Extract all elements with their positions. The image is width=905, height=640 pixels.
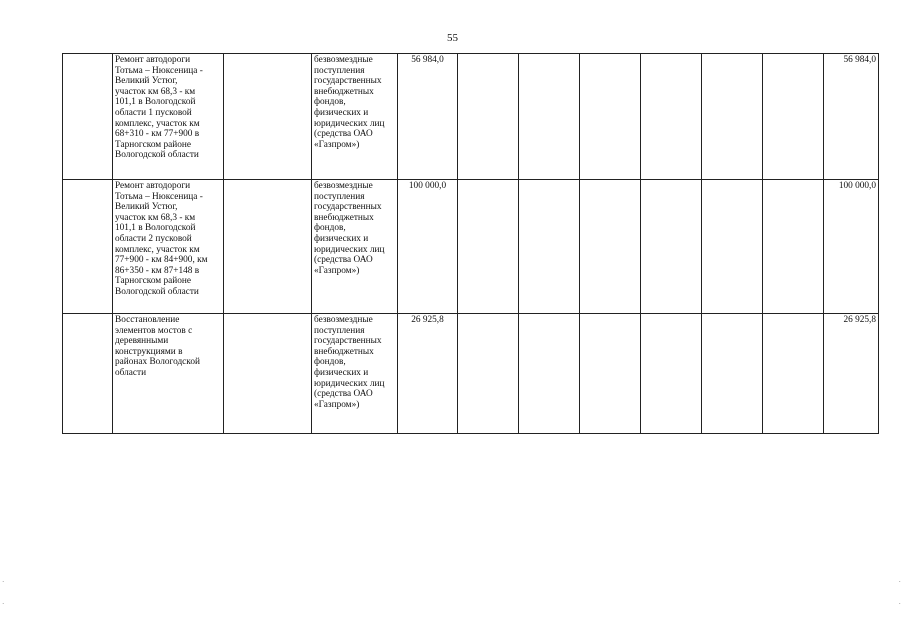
empty-cell — [580, 314, 641, 434]
empty-cell — [519, 54, 580, 180]
table-row — [63, 54, 879, 180]
empty-cell — [641, 54, 702, 180]
total-cell: 26 925,8 — [824, 314, 879, 434]
funding-source-cell: безвозмездные поступления государственных внебюджетных фондов, физических и юридических лиц (средства ОАО «Газпром») — [312, 54, 398, 180]
empty-cell — [702, 314, 763, 434]
empty-cell — [763, 54, 824, 180]
scan-edge-mark: · — [898, 600, 902, 608]
page-number: 55 — [447, 32, 458, 44]
empty-cell — [763, 314, 824, 434]
object-name-cell: Ремонт автодороги Тотьма – Нюксеница - Великий Устюг, участок км 68,3 - км 101,1 в Вологодской области 1 пусковой комплекс, участок км 68+310 - км 77+900 в Тарногском районе Вологодской области — [113, 54, 224, 180]
table-row — [63, 314, 879, 434]
number-cell — [63, 180, 113, 314]
empty-cell — [519, 314, 580, 434]
object-name-cell: Восстановление элементов мостов с деревянными конструкциями в районах Вологодской области — [113, 314, 224, 434]
empty-cell — [458, 314, 519, 434]
empty-cell — [702, 54, 763, 180]
amount-cell: 26 925,8 — [398, 314, 458, 434]
number-cell — [63, 54, 113, 180]
amount-cell: 56 984,0 — [398, 54, 458, 180]
table-row — [63, 180, 879, 314]
empty-cell — [641, 314, 702, 434]
amount-cell: 100 000,0 — [398, 180, 458, 314]
funding-source-cell: безвозмездные поступления государственных внебюджетных фондов, физических и юридических лиц (средства ОАО «Газпром») — [312, 180, 398, 314]
scan-edge-mark: · — [2, 600, 6, 608]
empty-cell — [763, 180, 824, 314]
empty-cell — [224, 54, 312, 180]
budget-table — [62, 53, 879, 434]
empty-cell — [580, 180, 641, 314]
total-cell: 56 984,0 — [824, 54, 879, 180]
funding-source-cell: безвозмездные поступления государственных внебюджетных фондов, физических и юридических лиц (средства ОАО «Газпром») — [312, 314, 398, 434]
empty-cell — [702, 180, 763, 314]
total-cell: 100 000,0 — [824, 180, 879, 314]
empty-cell — [224, 180, 312, 314]
empty-cell — [519, 180, 580, 314]
empty-cell — [458, 180, 519, 314]
number-cell — [63, 314, 113, 434]
empty-cell — [580, 54, 641, 180]
scan-edge-mark: · — [898, 578, 902, 586]
empty-cell — [458, 54, 519, 180]
empty-cell — [224, 314, 312, 434]
scan-edge-mark: · — [2, 578, 6, 586]
object-name-cell: Ремонт автодороги Тотьма – Нюксеница - Великий Устюг, участок км 68,3 - км 101,1 в Вологодской области 2 пусковой комплекс, участок км 77+900 - км 84+900, км 86+350 - км 87+148 в Тарногском районе Вологодской области — [113, 180, 224, 314]
empty-cell — [641, 180, 702, 314]
